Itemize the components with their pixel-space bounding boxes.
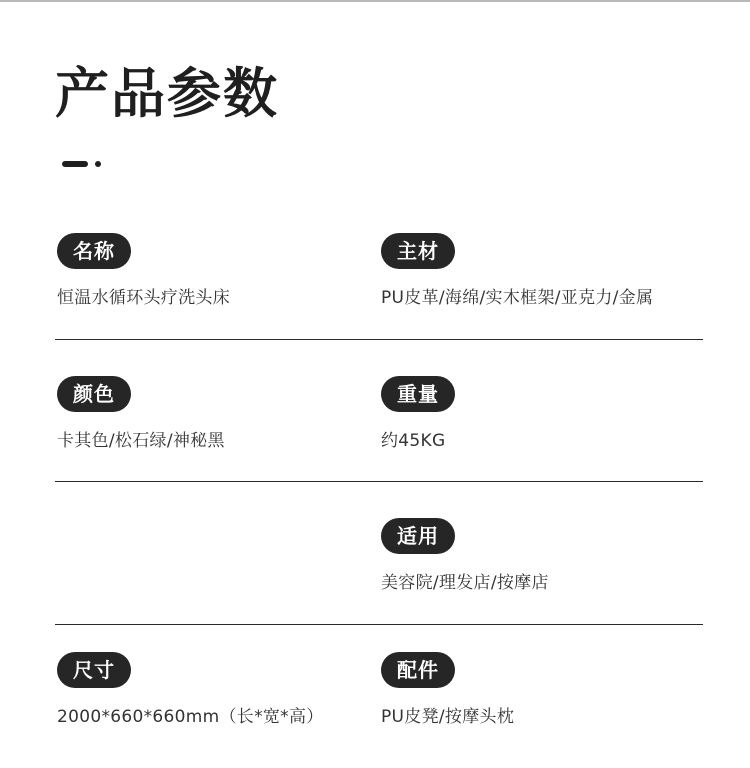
spec-name-value: 恒温水循环头疗洗头床 <box>57 288 230 308</box>
row-divider <box>55 481 703 482</box>
spec-material-badge: 主材 <box>381 233 455 269</box>
spec-usage <box>381 518 711 593</box>
spec-material-value: PU皮革/海绵/实木框架/亚克力/金属 <box>381 288 654 308</box>
spec-size <box>57 652 387 727</box>
spec-weight <box>381 376 711 451</box>
spec-color <box>57 376 387 451</box>
spec-color-value: 卡其色/松石绿/神秘黑 <box>57 431 225 451</box>
spec-size-badge: 尺寸 <box>57 652 131 688</box>
top-border <box>0 0 750 2</box>
title-decoration-dash <box>62 161 88 167</box>
spec-usage-value: 美容院/理发店/按摩店 <box>381 573 549 593</box>
title-decoration <box>62 161 102 167</box>
spec-accessories <box>381 652 711 727</box>
page-title: 产品参数 <box>55 62 279 125</box>
spec-size-value: 2000*660*660mm（长*宽*高） <box>57 707 324 727</box>
spec-color-badge: 颜色 <box>57 376 131 412</box>
row-divider <box>55 339 703 340</box>
spec-usage-badge: 适用 <box>381 518 455 554</box>
spec-name-badge: 名称 <box>57 233 131 269</box>
spec-weight-badge: 重量 <box>381 376 455 412</box>
spec-accessories-badge: 配件 <box>381 652 455 688</box>
spec-accessories-value: PU皮凳/按摩头枕 <box>381 707 515 727</box>
spec-material <box>381 233 711 308</box>
title-decoration-dot <box>95 161 101 167</box>
spec-weight-value: 约45KG <box>381 431 446 451</box>
row-divider <box>55 624 703 625</box>
spec-name <box>57 233 387 308</box>
